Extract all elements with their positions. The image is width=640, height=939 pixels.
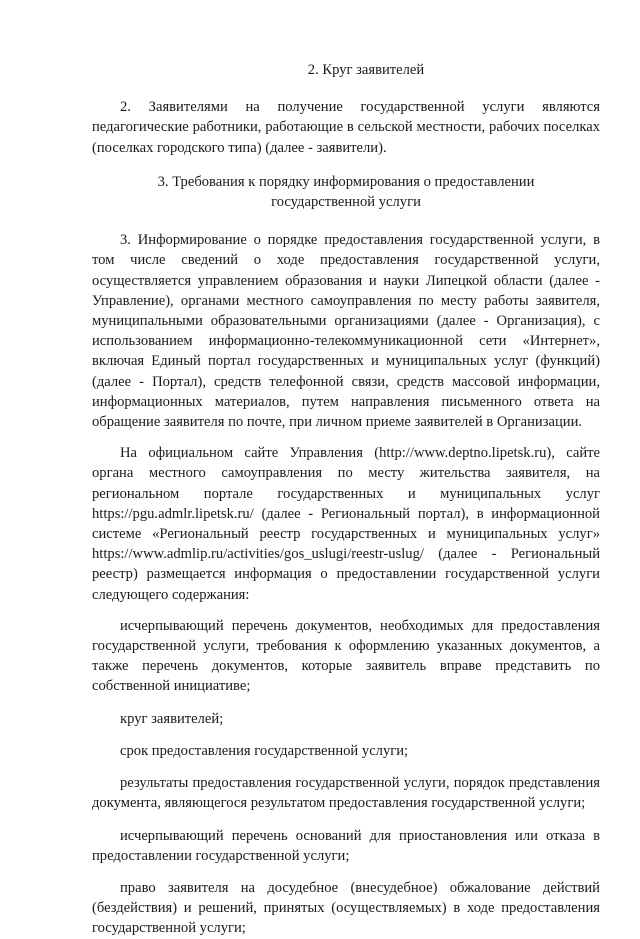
paragraph-official-sites: На официальном сайте Управления (http://www.deptno.lipetsk.ru), сайте органа местного самоуправления по месту жительства заявителя, на региональном портале государственных и муниципальных услуг https://pgu.admlr.lipetsk.ru/ (далее - Региональный портал), в информационной системе «Региональный реестр государственных и муниципальных услуг» https://www.admlip.ru/activities/gos_uslugi/reestr-uslug/ (далее - Региональный реестр) размещается информация о предоставлении государственной услуги следующего содержания: [92, 445, 600, 603]
list-item-applicants: круг заявителей; [120, 710, 224, 727]
list-item-results: результаты предоставления государственной услуги, порядок представления документа, являющегося результатом предоставления государственной услуги; [92, 775, 600, 812]
section-2-heading: 2. Круг заявителей [307, 62, 425, 78]
list-item-term: срок предоставления государственной услуги; [120, 742, 409, 759]
list-item-appeal: право заявителя на досудебное (внесудебное) обжалование действий (бездействия) и решений, принятых (осуществляемых) в ходе предоставления государственной услуги; [92, 879, 600, 937]
paragraph-informing: 3. Информирование о порядке предоставления государственной услуги, в том числе сведений о ходе предоставления государственной услуги, осуществляется управлением образования и науки Липецкой области (далее - Управление), органами местного самоуправления по месту работы заявителя, муниципальными образовательными организациями (далее - Организация), с использованием информационно-телекоммуникационной сети «Интернет», включая Единый портал государственных и муниципальных услуг (функций) (далее - Портал), средств телефонной связи, средств массовой информации, информационных материалов, путем направления письменного ответа на обращение заявителя по почте, при личном приеме заявителей в Организации. [92, 232, 600, 431]
paragraph-applicants-definition: 2. Заявителями на получение государственной услуги являются педагогические работники, работающие в сельской местности, рабочих поселках (поселках городского типа) (далее - заявители). [92, 99, 600, 156]
list-item-grounds: исчерпывающий перечень оснований для приостановления или отказа в предоставлении государственной услуги; [92, 827, 600, 864]
list-item-documents: исчерпывающий перечень документов, необходимых для предоставления государственной услуги, требования к оформлению указанных документов, а также перечень документов, которые заявитель вправе представить по собственной инициативе; [92, 617, 600, 695]
section-3-heading: 3. Требования к порядку информирования о предоставлении государственной услуги [157, 173, 535, 211]
document-page [92, 60, 600, 939]
